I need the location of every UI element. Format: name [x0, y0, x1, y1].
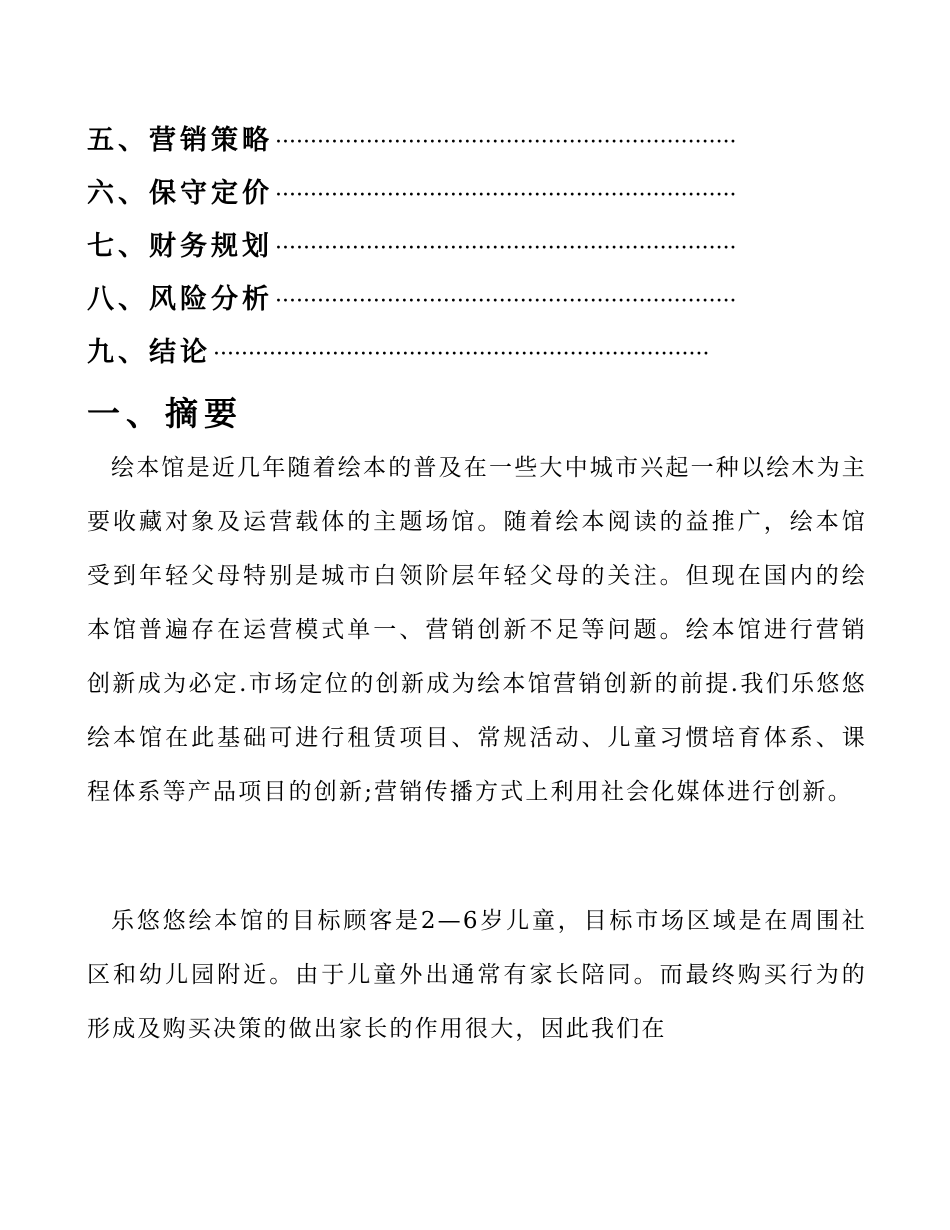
- abstract-paragraph-1: 绘本馆是近几年随着绘本的普及在一些大中城市兴起一种以绘木为主要收藏对象及运营载体的主题场馆。随着绘本阅读的益推广，绘本馆受到年轻父母特别是城市白领阶层年轻父母的关注。但现在国内的绘本馆普遍存在运营模式单一、营销创新不足等问题。绘本馆进行营销创新成为必定.市场定位的创新成为绘本馆营销创新的前提.我们乐悠悠绘本馆在此基础可进行租赁项目、常规活动、儿童习惯培育体系、课程体系等产品项目的创新;营销传播方式上利用社会化媒体进行创新。: [87, 455, 867, 805]
- toc-item-label: 五、营销策略: [87, 125, 273, 156]
- toc-item-label: 九、结论: [87, 337, 211, 368]
- toc-item-financial-planning: [87, 224, 847, 277]
- toc-item-label: 八、风险分析: [87, 284, 273, 315]
- toc-item-label: 六、保守定价: [87, 178, 273, 209]
- toc-leader-dots: ··································································: [275, 289, 737, 314]
- toc-leader-dots: ·······································································: [213, 342, 710, 367]
- toc-item-conservative-pricing: [87, 171, 847, 224]
- toc-item-marketing-strategy: [87, 118, 847, 171]
- table-of-contents: [87, 118, 847, 383]
- toc-item-conclusion: [87, 330, 847, 383]
- toc-leader-dots: ··································································: [275, 130, 737, 155]
- toc-item-risk-analysis: [87, 277, 847, 330]
- toc-leader-dots: ··································································: [275, 236, 737, 261]
- abstract-paragraph-2: 乐悠悠绘本馆的目标顾客是2—6岁儿童，目标市场区域是在周围社区和幼儿园附近。由于儿童外出通常有家长陪同。而最终购买行为的形成及购买决策的做出家长的作用很大，因此我们在: [87, 908, 867, 1042]
- section-heading-abstract: 一、摘要: [87, 394, 243, 433]
- toc-item-label: 七、财务规划: [87, 231, 273, 262]
- toc-leader-dots: ··································································: [275, 183, 737, 208]
